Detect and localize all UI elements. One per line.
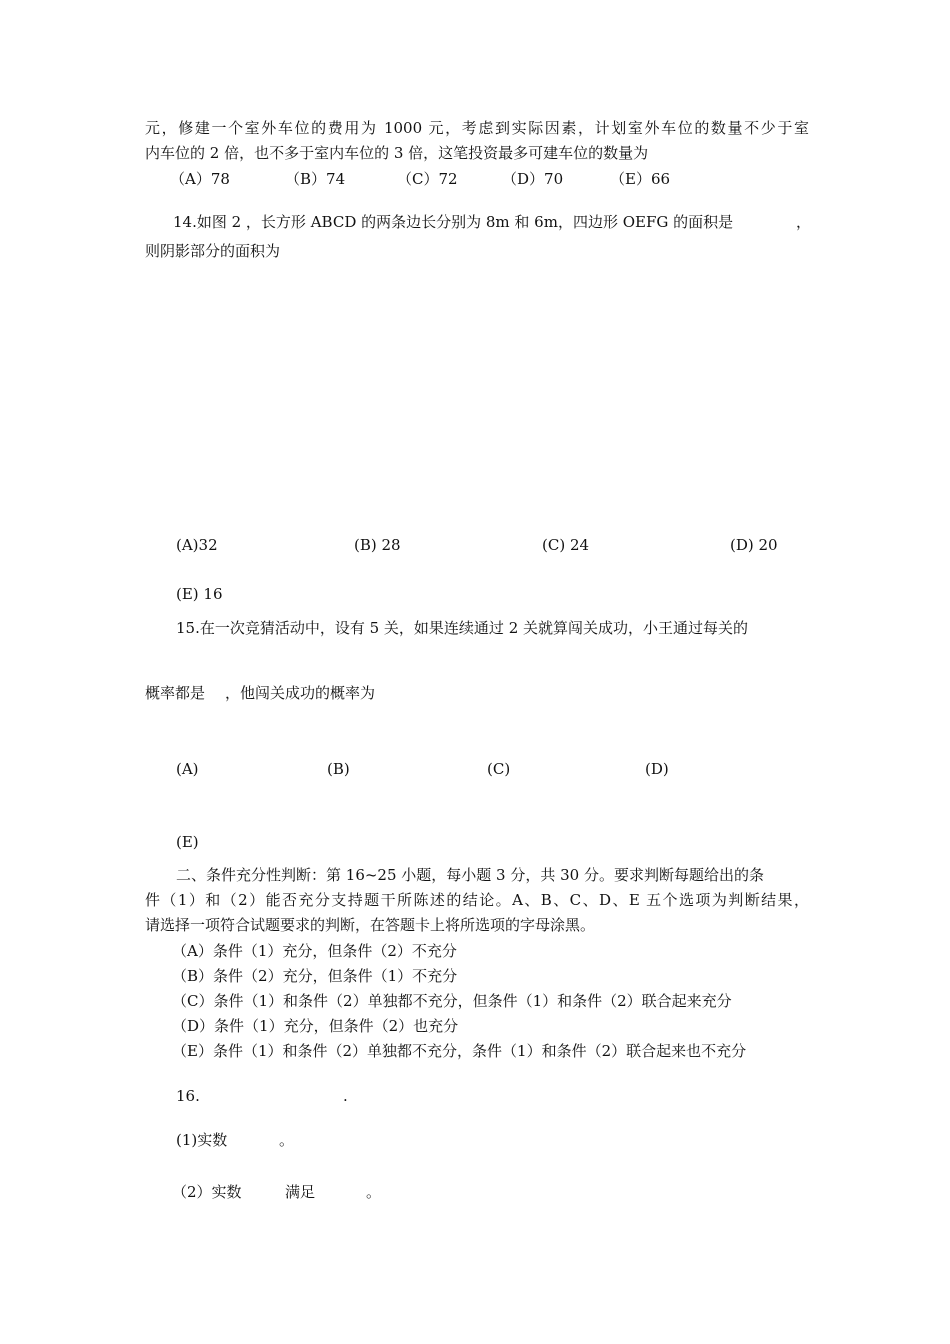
q15-option-b: (B) — [327, 760, 350, 778]
q15-option-a: (A) — [176, 760, 199, 778]
q14-option-b: (B) 28 — [354, 536, 401, 554]
section2-choice-b: （B）条件（2）充分，但条件（1）不充分 — [172, 967, 458, 985]
q16-condition-2: （2）实数 — [172, 1183, 242, 1201]
q15-line1: 15.在一次竞猜活动中，设有 5 关，如果连续通过 2 关就算闯关成功，小王通过每关的 — [176, 619, 749, 637]
section2-line3: 请选择一项符合试题要求的判断，在答题卡上将所选项的字母涂黑。 — [145, 916, 596, 934]
q15-line2-start: 概率都是 — [145, 684, 206, 702]
q13-option-e: （E）66 — [610, 170, 671, 188]
section2-line2: 件（1）和（2）能否充分支持题干所陈述的结论。A、B、C、D、E 五个选项为判断结果， — [145, 891, 809, 909]
q14-option-e: (E) 16 — [176, 585, 223, 603]
q14-option-c: (C) 24 — [542, 536, 590, 554]
q15-line2-end: ，他闯关成功的概率为 — [225, 684, 376, 702]
q13-option-b: （B）74 — [285, 170, 346, 188]
q15-option-d: (D) — [645, 760, 669, 778]
section2-choice-d: （D）条件（1）充分，但条件（2）也充分 — [172, 1017, 459, 1035]
q16-condition-1: (1)实数 — [176, 1131, 228, 1149]
q13-option-d: （D）70 — [502, 170, 564, 188]
q13-option-c: （C）72 — [397, 170, 458, 188]
q16-condition-2-mid: 满足 — [285, 1183, 316, 1201]
section2-choice-c: （C）条件（1）和条件（2）单独都不充分，但条件（1）和条件（2）联合起来充分 — [172, 992, 732, 1010]
q14-line1-comma: ， — [796, 213, 812, 231]
q14-line2: 则阴影部分的面积为 — [145, 242, 281, 260]
q13-option-a: （A）78 — [170, 170, 230, 188]
q15-option-e: (E) — [176, 833, 199, 851]
q16-period: . — [343, 1087, 348, 1105]
q13-line1: 元，修建一个室外车位的费用为 1000 元，考虑到实际因素，计划室外车位的数量不少于室 — [145, 119, 809, 137]
section2-line1: 二、条件充分性判断：第 16~25 小题，每小题 3 分，共 30 分。要求判断每题给出的条 — [176, 866, 764, 884]
q14-option-a: (A)32 — [176, 536, 218, 554]
q14-option-d: (D) 20 — [730, 536, 778, 554]
q13-line2: 内车位的 2 倍，也不多于室内车位的 3 倍，这笔投资最多可建车位的数量为 — [145, 144, 649, 162]
q16-number: 16. — [176, 1087, 200, 1105]
q15-option-c: (C) — [487, 760, 511, 778]
q14-line1: 14.如图 2 ，长方形 ABCD 的两条边长分别为 8m 和 6m，四边形 OEFG 的面积是 — [173, 213, 734, 231]
section2-choice-e: （E）条件（1）和条件（2）单独都不充分，条件（1）和条件（2）联合起来也不充分 — [172, 1042, 747, 1060]
section2-choice-a: （A）条件（1）充分，但条件（2）不充分 — [172, 942, 457, 960]
q16-condition-2-end: 。 — [366, 1183, 382, 1201]
q16-condition-1-end: 。 — [279, 1131, 295, 1149]
